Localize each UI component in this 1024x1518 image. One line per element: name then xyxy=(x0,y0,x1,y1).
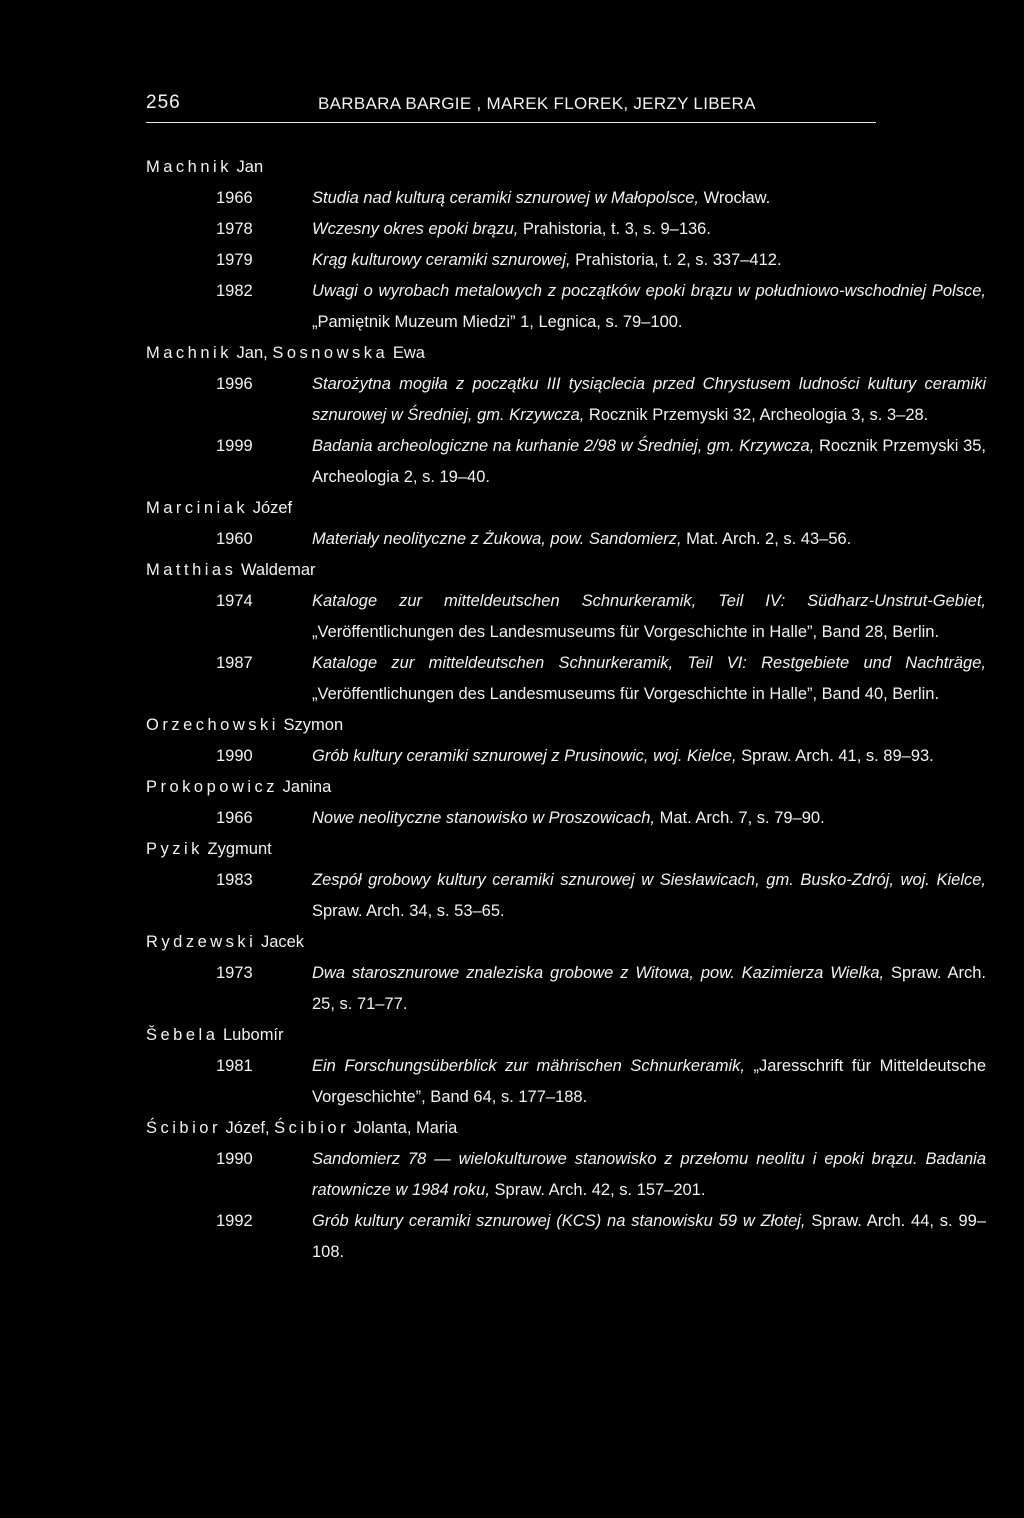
entry-reference xyxy=(286,1051,986,1113)
entry-details: Rocznik Przemyski 35, Archeologia 2, s. 19–40. xyxy=(312,437,986,486)
bib-entry xyxy=(146,245,986,276)
author-surname: Machnik xyxy=(146,158,232,176)
author-heading xyxy=(146,1113,986,1144)
author-given-name: Jolanta, Maria xyxy=(353,1119,458,1137)
running-header xyxy=(146,92,876,123)
author-given-name: Lubomír xyxy=(222,1026,284,1044)
entry-title: Krąg kulturowy ceramiki sznurowej, xyxy=(312,251,571,269)
entry-year: 1987 xyxy=(216,654,253,672)
entry-reference xyxy=(286,276,986,338)
bib-entry xyxy=(146,369,986,431)
entry-year: 1973 xyxy=(216,964,253,982)
author-heading xyxy=(146,152,986,183)
bib-entry xyxy=(146,276,986,338)
entry-reference xyxy=(286,648,986,710)
author-heading xyxy=(146,927,986,958)
author-given-name: Jacek xyxy=(260,933,305,951)
bib-entry xyxy=(146,586,986,648)
author-heading xyxy=(146,493,986,524)
author-given-name: Szymon xyxy=(283,716,344,734)
entry-title: Grób kultury ceramiki sznurowej z Prusinowic, woj. Kielce, xyxy=(312,747,737,765)
entry-details: Spraw. Arch. 42, s. 157–201. xyxy=(489,1181,706,1199)
entry-title: Sandomierz 78 — wielokulturowe stanowisko z przełomu neolitu i epoki brązu. Badania ratownicze w 1984 roku, xyxy=(312,1150,986,1199)
entry-title: Zespół grobowy kultury ceramiki sznurowej w Siesławicach, gm. Busko-Zdrój, woj. Kielce, xyxy=(312,871,986,889)
author-given-name: Waldemar xyxy=(240,561,316,579)
entry-year: 1966 xyxy=(216,189,253,207)
entry-title: Wczesny okres epoki brązu, xyxy=(312,220,519,238)
author-heading xyxy=(146,834,986,865)
author-given-name: Józef xyxy=(252,499,293,517)
entry-title: Dwa starosznurowe znaleziska grobowe z Witowa, pow. Kazimierza Wielka, xyxy=(312,964,885,982)
entry-title: Kataloge zur mitteldeutschen Schnurkeramik, Teil IV: Südharz-Unstrut-Gebiet, xyxy=(312,592,986,610)
entry-year: 1978 xyxy=(216,220,253,238)
entry-year: 1981 xyxy=(216,1057,253,1075)
author-surname: Šebela xyxy=(146,1026,219,1044)
bib-entry xyxy=(146,958,986,1020)
entry-year: 1979 xyxy=(216,251,253,269)
entry-reference xyxy=(286,865,986,927)
entry-year: 1982 xyxy=(216,282,253,300)
entry-details: Spraw. Arch. 34, s. 53–65. xyxy=(312,902,505,920)
entry-details: Mat. Arch. 7, s. 79–90. xyxy=(654,809,825,827)
author-heading xyxy=(146,338,986,369)
bib-entry xyxy=(146,431,986,493)
entry-reference xyxy=(286,803,986,834)
entry-year: 1974 xyxy=(216,592,253,610)
bib-entry xyxy=(146,1144,986,1206)
entry-details: Prahistoria, t. 2, s. 337–412. xyxy=(570,251,782,269)
author-surname: Matthias xyxy=(146,561,237,579)
entry-year: 1983 xyxy=(216,871,253,889)
author-surname: Ścibior xyxy=(274,1119,350,1137)
author-given-name: Jan xyxy=(236,158,264,176)
entry-year: 1990 xyxy=(216,1150,253,1168)
author-given-name: Janina xyxy=(282,778,332,796)
entry-details: Spraw. Arch. 44, s. 99–108. xyxy=(312,1212,986,1261)
page-number: 256 xyxy=(146,92,181,113)
bib-entry xyxy=(146,183,986,214)
author-surname: Pyzik xyxy=(146,840,203,858)
entry-details: Spraw. Arch. 41, s. 89–93. xyxy=(736,747,934,765)
entry-title: Ein Forschungsüberblick zur mährischen Schnurkeramik, xyxy=(312,1057,745,1075)
author-surname: Machnik xyxy=(146,344,232,362)
author-given-name: Zygmunt xyxy=(207,840,272,858)
entry-details: Mat. Arch. 2, s. 43–56. xyxy=(681,530,852,548)
bib-entry xyxy=(146,741,986,772)
entry-details: „Pamiętnik Muzeum Miedzi” 1, Legnica, s. 79–100. xyxy=(312,313,683,331)
entry-reference xyxy=(286,524,986,555)
entry-title: Studia nad kulturą ceramiki sznurowej w Małopolsce, xyxy=(312,189,700,207)
entry-year: 1996 xyxy=(216,375,253,393)
entry-title: Grób kultury ceramiki sznurowej (KCS) na stanowisku 59 w Złotej, xyxy=(312,1212,806,1230)
bib-entry xyxy=(146,803,986,834)
entry-reference xyxy=(286,1206,986,1268)
entry-year: 1966 xyxy=(216,809,253,827)
entry-reference xyxy=(286,1144,986,1206)
author-heading xyxy=(146,555,986,586)
entry-year: 1990 xyxy=(216,747,253,765)
bib-entry xyxy=(146,524,986,555)
author-given-name: Józef, xyxy=(225,1119,270,1137)
author-surname: Sosnowska xyxy=(272,344,389,362)
entry-title: Badania archeologiczne na kurhanie 2/98 w Średniej, gm. Krzywcza, xyxy=(312,437,815,455)
entry-details: Prahistoria, t. 3, s. 9–136. xyxy=(518,220,711,238)
entry-title: Starożytna mogiła z początku III tysiąclecia przed Chrystusem ludności kultury ceramiki sznurowej w Średniej, gm. Krzywcza, xyxy=(312,375,986,424)
bibliography-list xyxy=(146,152,986,1268)
entry-details: Rocznik Przemyski 32, Archeologia 3, s. 3–28. xyxy=(584,406,929,424)
entry-year: 1999 xyxy=(216,437,253,455)
entry-title: Kataloge zur mitteldeutschen Schnurkeramik, Teil VI: Restgebiete und Nachträge, xyxy=(312,654,986,672)
entry-details: Spraw. Arch. 25, s. 71–77. xyxy=(312,964,986,1013)
entry-year: 1960 xyxy=(216,530,253,548)
author-surname: Rydzewski xyxy=(146,933,257,951)
author-surname: Orzechowski xyxy=(146,716,279,734)
entry-title: Uwagi o wyrobach metalowych z początków epoki brązu w południowo-wschodniej Polsce, xyxy=(312,282,986,300)
entry-reference xyxy=(286,586,986,648)
author-surname: Ścibior xyxy=(146,1119,221,1137)
author-heading xyxy=(146,772,986,803)
running-head-authors: BARBARA BARGIE , MAREK FLOREK, JERZY LIBERA xyxy=(318,94,756,113)
author-heading xyxy=(146,710,986,741)
entry-title: Nowe neolityczne stanowisko w Proszowicach, xyxy=(312,809,655,827)
author-surname: Marciniak xyxy=(146,499,249,517)
entry-year: 1992 xyxy=(216,1212,253,1230)
author-given-name: Ewa xyxy=(392,344,425,362)
entry-details: „Veröffentlichungen des Landesmuseums für Vorgeschichte in Halle”, Band 28, Berlin. xyxy=(312,623,940,641)
entry-reference xyxy=(286,214,986,245)
entry-reference xyxy=(286,431,986,493)
entry-reference xyxy=(286,369,986,431)
bib-entry xyxy=(146,1051,986,1113)
author-given-name: Jan, xyxy=(236,344,268,362)
entry-details: „Veröffentlichungen des Landesmuseums für Vorgeschichte in Halle”, Band 40, Berlin. xyxy=(312,685,940,703)
entry-details: „Jaresschrift für Mitteldeutsche Vorgeschichte”, Band 64, s. 177–188. xyxy=(312,1057,986,1106)
entry-reference xyxy=(286,958,986,1020)
bib-entry xyxy=(146,214,986,245)
author-surname: Prokopowicz xyxy=(146,778,279,796)
entry-details: Wrocław. xyxy=(699,189,771,207)
entry-reference xyxy=(286,741,986,772)
bib-entry xyxy=(146,1206,986,1268)
entry-reference xyxy=(286,183,986,214)
entry-reference xyxy=(286,245,986,276)
entry-title: Materiały neolityczne z Żukowa, pow. Sandomierz, xyxy=(312,530,682,548)
bib-entry xyxy=(146,648,986,710)
bib-entry xyxy=(146,865,986,927)
author-heading xyxy=(146,1020,986,1051)
